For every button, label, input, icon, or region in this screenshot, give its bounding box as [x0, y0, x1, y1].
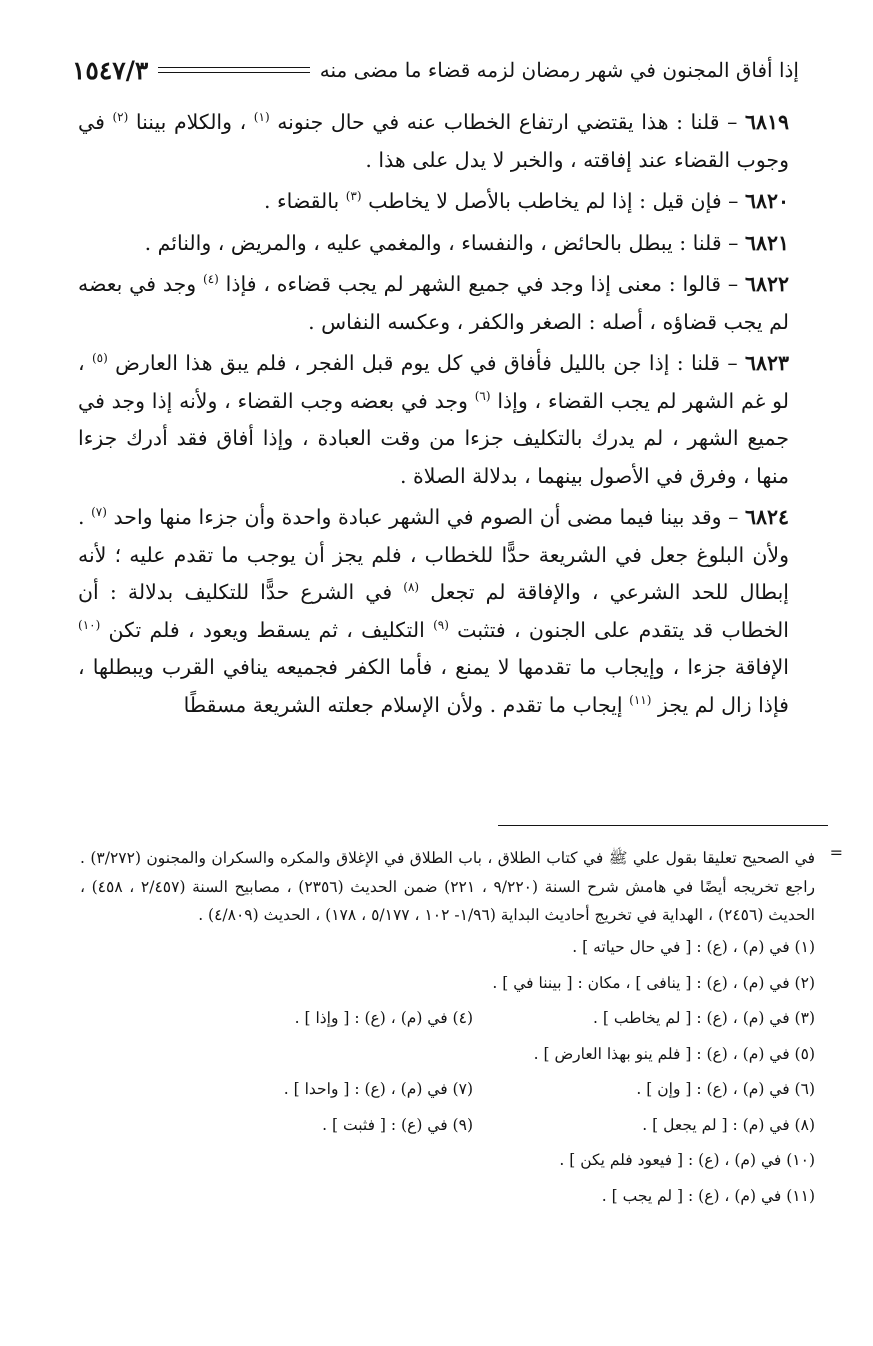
footnote-4: (٤) في (م) ، (ع) : [ وإذا ] .	[294, 1009, 473, 1027]
footnote-8: (٨) في (م) : [ لم يجعل ] .	[642, 1115, 815, 1134]
paragraph-number: ٦٨٢٠	[744, 189, 789, 213]
footnote-7: (٧) في (م) ، (ع) : [ واحدا ] .	[283, 1080, 473, 1098]
footnote-11: (١١) في (م) ، (ع) : [ لم يجب ] .	[601, 1186, 815, 1205]
footnote-line	[80, 1036, 815, 1072]
footnote-marker: (١٠)	[78, 617, 101, 632]
footnote-6: (٦) في (م) ، (ع) : [ وإن ] .	[636, 1080, 815, 1098]
paragraph-number: ٦٨٢١	[744, 230, 789, 255]
paragraph-6824	[78, 499, 789, 724]
running-title: إذا أفاق المجنون في شهر رمضان لزمه قضاء ما مضى منه	[319, 58, 799, 82]
footnote-marker: (٩)	[433, 617, 449, 632]
footnote-3: (٣) في (م) ، (ع) : [ لم يخاطب ] .	[593, 1009, 815, 1027]
main-text	[78, 104, 789, 728]
continuation-mark: =	[829, 843, 843, 862]
paragraph-number: ٦٨٢٤	[744, 505, 789, 529]
footnote-line	[80, 1072, 815, 1108]
paragraph-number: ٦٨٢٣	[744, 351, 789, 375]
footnote-marker: (٧)	[91, 505, 107, 519]
footnote-5: (٥) في (م) ، (ع) : [ فلم ينو بهذا العارض ] .	[533, 1044, 815, 1063]
paragraph-text: – قلنا : هذا يقتضي ارتفاع الخطاب عنه في حال جنونه $^{(١)}$ ، والكلام بيننا $^{(٢)}$ في وجوب القضاء عند إفاقته ، والخبر لا يدل على هذا .	[78, 110, 789, 172]
paragraph-number: ٦٨٢٢	[744, 272, 789, 296]
footnote-separator	[498, 825, 828, 826]
footnote-line	[80, 965, 815, 1001]
footnote-line	[80, 930, 815, 966]
footnote-10: (١٠) في (م) ، (ع) : [ فيعود فلم يكن ] .	[559, 1151, 815, 1169]
footnote-marker: (٣)	[345, 189, 362, 203]
paragraph-6820	[78, 183, 789, 221]
paragraph-text: – قلنا : يبطل بالحائض ، والنفساء ، والمغمي عليه ، والمريض ، والنائم .	[144, 230, 739, 255]
paragraph-6821	[78, 225, 789, 263]
footnote-marker: (٥)	[91, 351, 108, 365]
paragraph-6822	[78, 266, 789, 341]
paragraph-text: – قالوا : معنى إذا وجد في جميع الشهر لم يجب قضاءه ، فإذا $^{(٤)}$ وجد في بعضه لم يجب قضاؤه ، أصله : الصغر والكفر ، وعكسه النفاس .	[78, 272, 789, 334]
paragraph-text: – فإن قيل : إذا لم يخاطب بالأصل لا يخاطب $^{(٣)}$ بالقضاء .	[263, 189, 739, 213]
header-rule	[158, 67, 310, 73]
paragraph-text: – قلنا : إذا جن بالليل فأفاق في كل يوم قبل الفجر ، فلم يبق هذا العارض $^{(٥)}$ ، لو غم الشهر لم يجب القضاء ، وإذا $^{(٦)}$ وجد في بعضه وجب القضاء ، ولأنه إذا وجد في جميع الشهر ، لم يدرك بالتكليف جزءا من وقت العبادة ، وإذا أفاق فقد أدرك جزءا منها ، وفرق في الأصول بينهما ، بدلالة الصلاة .	[78, 351, 789, 488]
footnote-marker: (٦)	[474, 388, 491, 403]
footnote-marker: (١١)	[629, 692, 652, 707]
footnote-line	[80, 1107, 815, 1143]
footnote-marker: (٤)	[203, 272, 219, 286]
paragraph-6819	[78, 104, 789, 179]
footnote-1: (١) في (م) ، (ع) : [ في حال حياته ] .	[572, 938, 815, 956]
footnote-2: (٢) في (م) ، (ع) : [ ينافى ] ، مكان : [ بيننا في ] .	[492, 973, 815, 992]
footnotes	[80, 844, 815, 1214]
running-header	[72, 52, 799, 88]
footnote-marker: (٨)	[403, 580, 420, 594]
footnote-9: (٩) في (ع) : [ فثبت ] .	[322, 1115, 473, 1134]
footnote-marker: (٢)	[112, 110, 129, 124]
paragraph-number: ٦٨١٩	[744, 110, 790, 134]
footnote-line	[80, 1143, 815, 1179]
footnote-line	[80, 1001, 815, 1037]
paragraph-6823	[78, 345, 789, 495]
paragraph-text: – وقد بينا فيما مضى أن الصوم في الشهر عبادة واحدة وأن جزءا منها واحد $^{(٧)}$ . ولأن البلوغ جعل في الشريعة حدًّا للخطاب ، فلم يجز أن يوجب ما تقدم عليه ؛ لأنه إبطال للحد الشرعي ، والإفاقة لم تجعل $^{(٨)}$ في الشرع حدًّا للتكليف بدلالة : أن الخطاب قد يتقدم على الجنون ، فتثبت $^{(٩)}$ التكليف ، ثم يسقط ويعود ، فلم تكن $^{(١٠)}$ الإفاقة جزءا ، وإيجاب ما تقدمها لا يمنع ، فأما الكفر فجميعه ينافي القرب ويبطلها ، فإذا زال لم يجز $^{(١١)}$ إيجاب ما تقدم . ولأن الإسلام جعلته الشريعة مسقطًا	[78, 505, 790, 717]
page-number: ١٥٤٧/٣	[72, 55, 149, 85]
footnote-marker: (١)	[253, 110, 270, 124]
footnote-carryover: في الصحيح تعليقا بقول علي ﷺ في كتاب الطلاق ، باب الطلاق في الإغلاق والمكره والسكران والمجنون (٣/٢٧٢) . راجع تخريجه أيضًا في هامش شرح السنة (٩/٢٢٠ ، ٢٢١) ضمن الحديث (٢٣٥٦) ، مصابيح السنة (٢/٤٥٧ ، ٤٥٨) ، الحديث (٢٤٥٦) ، الهداية في تخريج أحاديث البداية (١/٩٦- ١٠٢ ، ٥/١٧٧ ، ١٧٨) ، الحديث (٤/٨٠٩) .	[80, 849, 815, 924]
footnote-line	[80, 1178, 815, 1214]
